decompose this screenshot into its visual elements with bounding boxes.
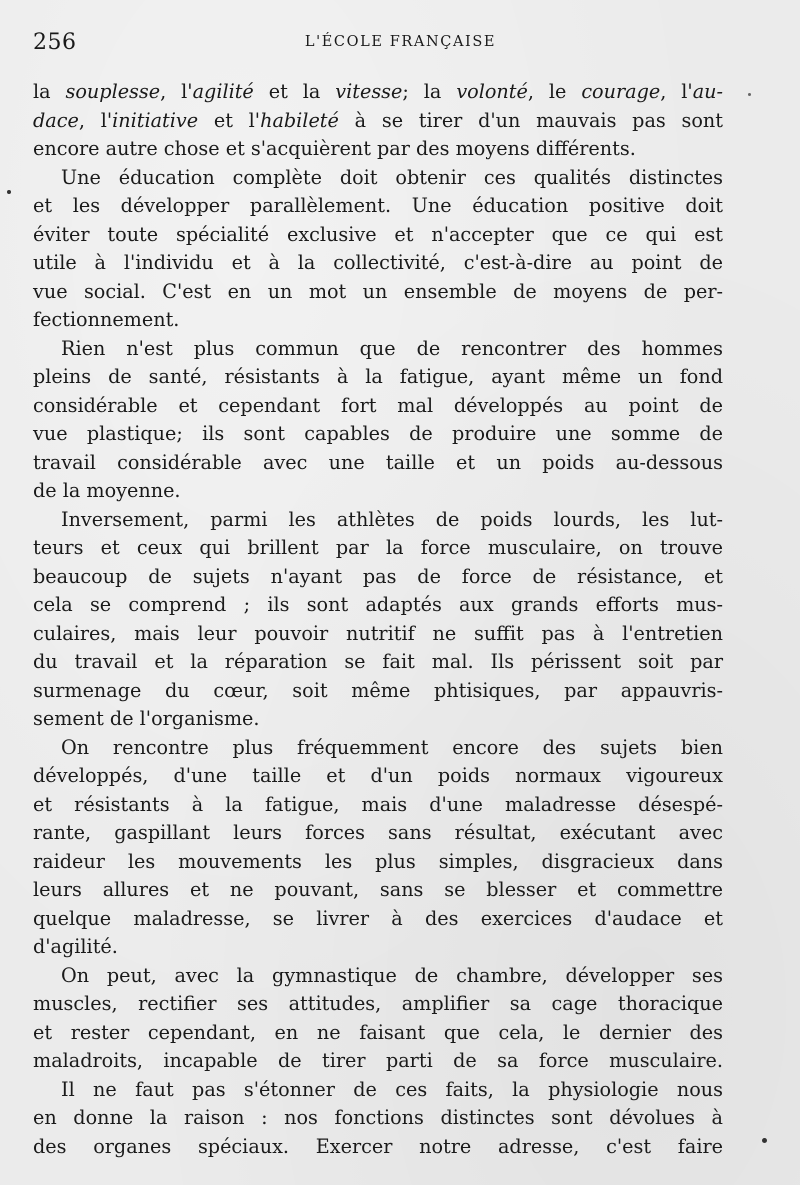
text-line: et résistants à la fatigue, mais d'une maladresse désespé-	[33, 792, 723, 816]
text-line: et les développer parallèlement. Une éducation positive doit	[33, 194, 723, 217]
text-line: On peut, avec la gymnastique de chambre, développer ses	[61, 963, 723, 987]
print-speck	[762, 1138, 767, 1143]
text-line: développés, d'une taille et d'un poids normaux vigoureux	[33, 764, 723, 787]
print-speck	[748, 93, 751, 96]
text-line: cela se comprend ; ils sont adaptés aux grands efforts mus-	[33, 593, 723, 616]
text-line: Rien n'est plus commun que de rencontrer des hommes	[61, 336, 723, 360]
body-text	[33, 78, 723, 1161]
text-line: vue plastique; ils sont capables de produire une somme de	[33, 422, 723, 445]
text-line: travail considérable avec une taille et un poids au-dessous	[33, 450, 723, 474]
text-line: Inversement, parmi les athlètes de poids lourds, les lut-	[61, 507, 723, 531]
text-line: On rencontre plus fréquemment encore des sujets bien	[61, 735, 723, 759]
text-line: Il ne faut pas s'étonner de ces faits, la physiologie nous	[61, 1077, 723, 1101]
text-line: sement de l'organisme.	[33, 707, 260, 730]
text-line: des organes spéciaux. Exercer notre adresse, c'est faire	[33, 1134, 723, 1158]
text-line: maladroits, incapable de tirer parti de sa force musculaire.	[33, 1049, 723, 1072]
page-header	[33, 30, 723, 60]
text-line: la souplesse, l'agilité et la vitesse; la volonté, le courage, l'au-	[33, 80, 723, 103]
text-line: Une éducation complète doit obtenir ces qualités distinctes	[61, 165, 723, 189]
page-number: 256	[33, 30, 77, 55]
text-line: vue social. C'est en un mot un ensemble de moyens de per-	[33, 279, 723, 303]
text-line: fectionnement.	[33, 308, 180, 331]
text-line: leurs allures et ne pouvant, sans se blesser et commettre	[33, 878, 723, 901]
text-line: de la moyenne.	[33, 479, 181, 502]
text-line: et rester cependant, en ne faisant que cela, le dernier des	[33, 1020, 723, 1044]
text-line: muscles, rectifier ses attitudes, amplifier sa cage thoracique	[33, 992, 723, 1015]
text-line: considérable et cependant fort mal développés au point de	[33, 393, 723, 417]
text-line: surmenage du cœur, soit même phtisiques, par appauvris-	[33, 678, 723, 702]
text-line: dace, l'initiative et l'habileté à se tirer d'un mauvais pas sont	[33, 108, 723, 132]
text-line: encore autre chose et s'acquièrent par des moyens différents.	[33, 137, 636, 160]
text-line: beaucoup de sujets n'ayant pas de force de résistance, et	[33, 564, 723, 588]
text-line: rante, gaspillant leurs forces sans résultat, exécutant avec	[33, 821, 723, 844]
text-line: raideur les mouvements les plus simples, disgracieux dans	[33, 849, 723, 873]
text-line: pleins de santé, résistants à la fatigue, ayant même un fond	[33, 365, 723, 388]
text-line: culaires, mais leur pouvoir nutritif ne suffit pas à l'entretien	[33, 621, 723, 645]
text-line: quelque maladresse, se livrer à des exercices d'audace et	[33, 906, 723, 930]
running-title: L'ÉCOLE FRANÇAISE	[304, 34, 497, 50]
text-line: du travail et la réparation se fait mal. Ils périssent soit par	[33, 650, 723, 673]
text-line: utile à l'individu et à la collectivité, c'est-à-dire au point de	[33, 251, 723, 274]
print-speck	[7, 190, 11, 194]
text-line: teurs et ceux qui brillent par la force musculaire, on trouve	[33, 536, 723, 559]
text-line: éviter toute spécialité exclusive et n'accepter que ce qui est	[33, 222, 723, 246]
text-line: en donne la raison : nos fonctions distinctes sont dévolues à	[33, 1106, 723, 1129]
text-line: d'agilité.	[33, 935, 118, 958]
